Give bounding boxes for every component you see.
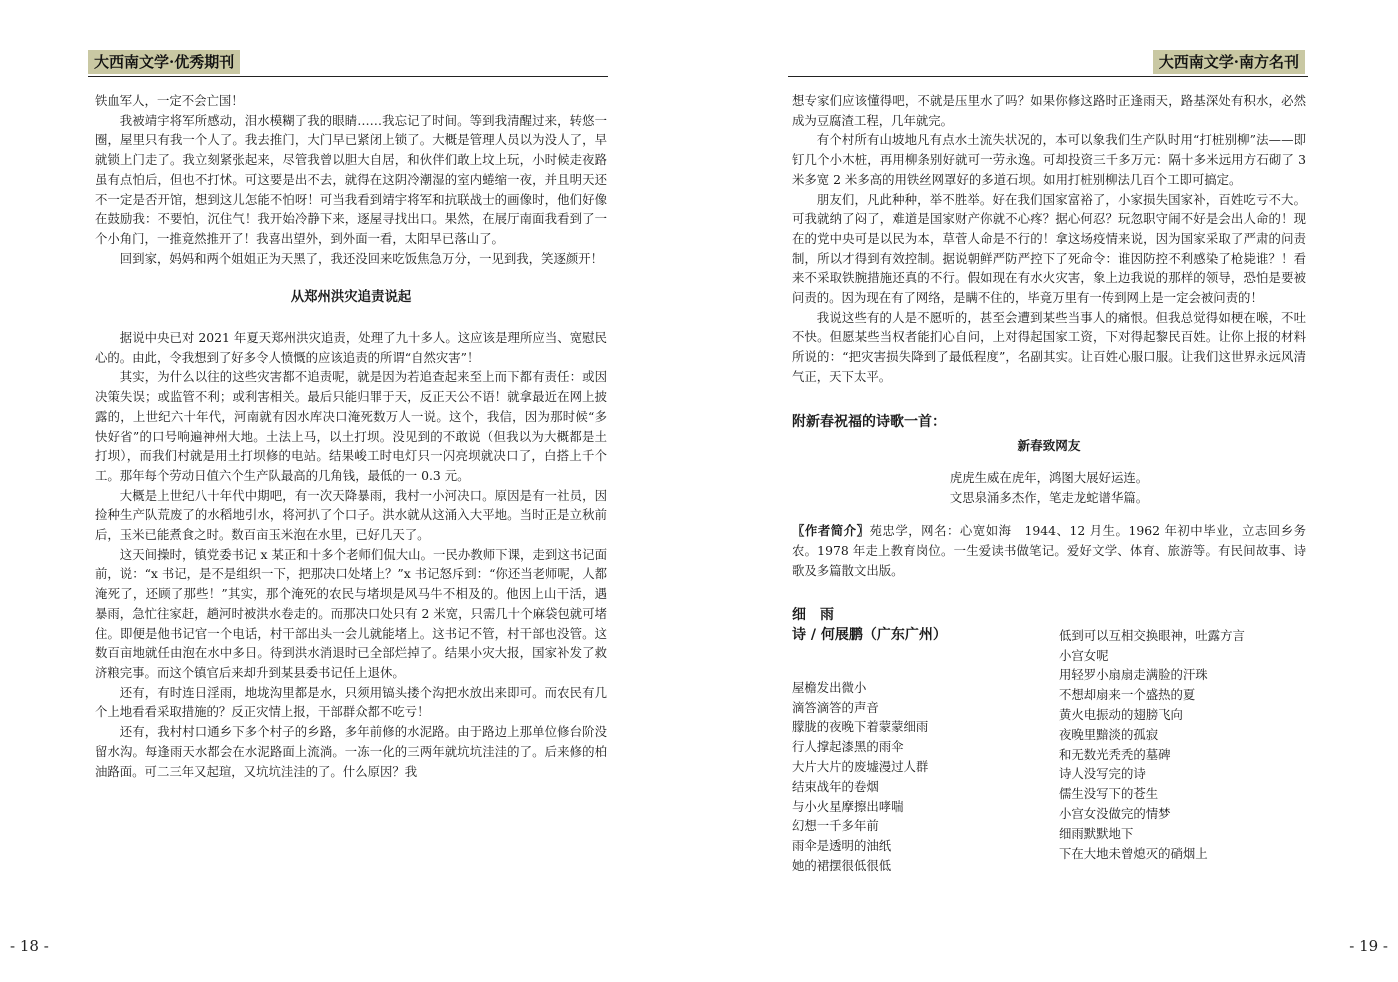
left-paragraph-9: 还有，我村村口通乡下多个村子的乡路，多年前修的水泥路。由于路边上那单位修台阶没留水沟。每逢雨天水都会在水泥路面上流淌。一冻一化的三两年就坑坑洼洼的了。后来修的柏油路面。可二三年又起瑄，又坑坑洼洼的了。什么原因？我 (95, 724, 607, 779)
xiyu-line: 行人撑起漆黑的雨伞 (792, 739, 904, 755)
xiyu-title: 细 雨 (792, 607, 834, 624)
right-paragraph-1: 想专家们应该懂得吧，不就是压里水了吗？如果你修这路时正逢雨天，路基深处有积水，必然成为豆腐渣工程，几年就完。 (792, 93, 1306, 128)
xiyu-line: 夜晚里黯淡的孤寂 (1059, 726, 1159, 742)
xiyu-line: 不想却扇来一个盛热的夏 (1059, 687, 1196, 703)
xiyu-line: 低到可以互相交换眼神，吐露方言 (1059, 627, 1245, 643)
xiyu-line: 雨伞是透明的油纸 (792, 838, 892, 854)
left-page-number: - 18 - (10, 937, 49, 955)
xiyu-line: 诗人没写完的诗 (1059, 766, 1146, 782)
xiyu-author: 诗 / 何展鹏（广东广州） (792, 627, 947, 644)
left-paragraph-1: 铁血军人，一定不会亡国！ (95, 93, 244, 108)
poem-line-1: 虎虎生威在虎年，鸿图大展好运连。 (949, 469, 1149, 485)
xiyu-line: 和无数光秃秃的墓碑 (1059, 746, 1171, 762)
xiyu-line: 小宫女没做完的情梦 (1059, 806, 1171, 822)
poem-intro: 附新春祝福的诗歌一首： (792, 413, 946, 430)
author-bio-text: 苑忠学，网名：心宽如海 1944、12 月生。1962 年初中毕业，立志回乡务农。1978 年走上教育岗位。一生爱读书做笔记。爱好文学、体育、旅游等。有民间故事、诗歌及多篇散文出版。 (792, 523, 1306, 578)
left-content (95, 91, 607, 781)
xiyu-line: 结束战年的卷烟 (792, 778, 879, 794)
xiyu-column-left (792, 678, 928, 876)
left-header-rule (88, 76, 608, 77)
xiyu-line: 与小火星摩擦出哮喘 (792, 798, 904, 814)
xiyu-line: 朦胧的夜晚下着蒙蒙细雨 (792, 719, 929, 735)
right-content (792, 91, 1306, 874)
poem-name: 新春致网友 (1017, 438, 1081, 454)
left-paragraph-7: 这天间操时，镇党委书记 x 某正和十多个老师们侃大山。一民办教师下课，走到这书记面前，说：“x 书记，是不是组织一下，把那决口处堵上？”x 书记怒斥到：“你还当老师呢，人都淹死了，还顾了那些！”其实，那个淹死的农民与堵坝是风马牛不相及的。他因上山干活，遇暴雨，急忙往家赶，趟河时被洪水卷走的。而那决口处只有 2 米宽，只需几十个麻袋包就可堵住。即便是他书记官一个电话，村干部出头一会儿就能堵上。这书记不管，村干部也没管。这数百亩地就任由泡在水中多日。待到洪水消退时已全部烂掉了。结果小灾大报，国家补发了救济粮完事。而这个镇官后来却升到某县委书记任上退休。 (95, 546, 607, 680)
right-paragraph-2: 有个村所有山坡地凡有点水土流失状况的，本可以象我们生产队时用“打桩别柳”法——即钉几个小木桩，再用柳条别好就可一劳永逸。可却投资三千多万元：隔十多米远用方石砌了 3 米多宽 2 米多高的用铁丝网罩好的多道石坝。如用打桩别柳法几百个工即可搞定。 (792, 132, 1306, 187)
right-paragraph-3: 朋友们，凡此种种，举不胜举。好在我们国家富裕了，小家损失国家补，百姓吃亏不大。可我就纳了闷了，难道是国家财产你就不心疼？据心何忍？玩忽职守闹不好是会出人命的！现在的党中央可是以民为本，草菅人命是不行的！拿这场疫情来说，因为国家采取了严肃的问责制，所以才得到有效控制。据说朝鲜严防严控下了死命令：谁因防控不利感染了枪毙谁？！看来不采取铁腕措施还真的不行。假如现在有水火灾害，象上边我说的那样的领导，恐怕是要被问责的。因为现在有了网络，是瞒不住的，毕竟万里有一传到网上是一定会被问责的！ (792, 191, 1306, 306)
left-header-title: 大西南文学·优秀期刊 (88, 50, 240, 74)
left-paragraph-8: 还有，有时连日淫雨，地垅沟里都是水，只须用镐头搂个沟把水放出来即可。而农民有几个上地看看采取措施的？反正灾情上报，干部群众都不吃亏！ (95, 684, 607, 720)
xiyu-line: 用轻罗小扇扇走满脸的汗珠 (1059, 667, 1208, 683)
xiyu-line: 滴答滴答的声音 (792, 699, 879, 715)
xiyu-line: 屋檐发出微小 (792, 679, 867, 695)
left-paragraph-6: 大概是上世纪八十年代中期吧，有一次天降暴雨，我村一小河决口。原因是有一社员，因捡种生产队荒废了的水稻地引水，将河扒了个口子。洪水就从这涌入大平地。当时正是立秋前后，玉米已能煮食之时。数百亩玉米泡在水里，已好几天了。 (95, 487, 607, 543)
xiyu-line: 她的裙摆很低很低 (792, 858, 892, 874)
right-header-title: 大西南文学·南方名刊 (1153, 50, 1305, 74)
left-paragraph-4: 据说中央已对 2021 年夏天郑州洪灾追责，处理了九十多人。这应该是理所应当、宽慰民心的。由此，令我想到了好多令人愤慨的应该追责的所谓“自然灾害”！ (95, 330, 607, 365)
author-bio (792, 521, 1306, 580)
right-header-rule (788, 76, 1308, 77)
xiyu-line: 细雨默默地下 (1059, 825, 1134, 841)
section-title: 从郑州洪灾追责说起 (290, 289, 412, 306)
poem-line-2: 文思泉涌多杰作，笔走龙蛇谱华篇。 (949, 489, 1149, 505)
right-page (699, 0, 1398, 982)
right-page-number: - 19 - (1349, 937, 1388, 955)
xiyu-line: 儒生没写下的苍生 (1059, 786, 1159, 802)
left-paragraph-3: 回到家，妈妈和两个姐姐正为天黑了，我还没回来吃饭焦急万分，一见到我，笑逐颜开！ (119, 250, 604, 266)
xiyu-line: 黄火电振动的翅膀飞向 (1059, 707, 1183, 723)
left-paragraph-2: 我被靖宇将军所感动，泪水模糊了我的眼睛……我忘记了时间。等到我清醒过来，转悠一圈，屋里只有我一个人了。我去推门，大门早已紧闭上锁了。大概是管理人员以为没人了，早就锁上门走了。我立刻紧张起来，尽管我曾以胆大自居，和伙伴们敢上坟上玩，小时候走夜路虽有点怕后，但也不打怵。可这要是出不去，就得在这阴冷潮湿的室内蜷缩一夜，并且明天还不一定是否开馆，想到这儿怎能不怕呀！可当我看到靖宇将军和抗联战士的画像时，他们好像在鼓励我：不要怕，沉住气！我开始冷静下来，逐屋寻找出口。果然，在展厅南面我看到了一个小角门，一推竟然推开了！我喜出望外，到外面一看，太阳早已落山了。 (95, 112, 607, 246)
xiyu-line: 幻想一千多年前 (792, 818, 879, 834)
xiyu-line: 下在大地未曾熄灭的硝烟上 (1059, 845, 1208, 861)
author-bio-label: 〖作者简介〗 (792, 523, 870, 539)
left-paragraph-5: 其实，为什么以往的这些灾害都不追责呢，就是因为若追查起来至上而下都有责任：或因决策失误；或监管不利；或利害相关。最后只能归罪于天，反正天公不语！就拿最近在网上披露的，上世纪六十年代，河南就有因水库决口淹死数万人一说。这个，我信，因为那时候“多快好省”的口号响遍神州大地。土法上马，以土打坝。没见到的不敢说（但我以为大概都是土打坝），而我们村就是用土打坝修的电站。结果峻工时电灯只一闪亮坝就决口了，白搭上千个工。那年每个劳动日值六个生产队最高的几角钱，最低的一 0.3 元。 (95, 369, 607, 483)
right-paragraph-4: 我说这些有的人是不愿听的，甚至会遭到某些当事人的痛恨。但我总觉得如梗在喉，不吐不快。但愿某些当权者能扪心自问，上对得起国家工资，下对得起黎民百姓。让你上报的材料所说的：“把灾害损失降到了最低程度”，名副其实。让百姓心服口服。让我们这世界永远风清气正，天下太平。 (792, 309, 1306, 384)
xiyu-column-right (1059, 626, 1245, 864)
xiyu-line: 大片大片的废墟漫过人群 (792, 759, 929, 775)
xiyu-line: 小宫女呢 (1059, 647, 1109, 663)
